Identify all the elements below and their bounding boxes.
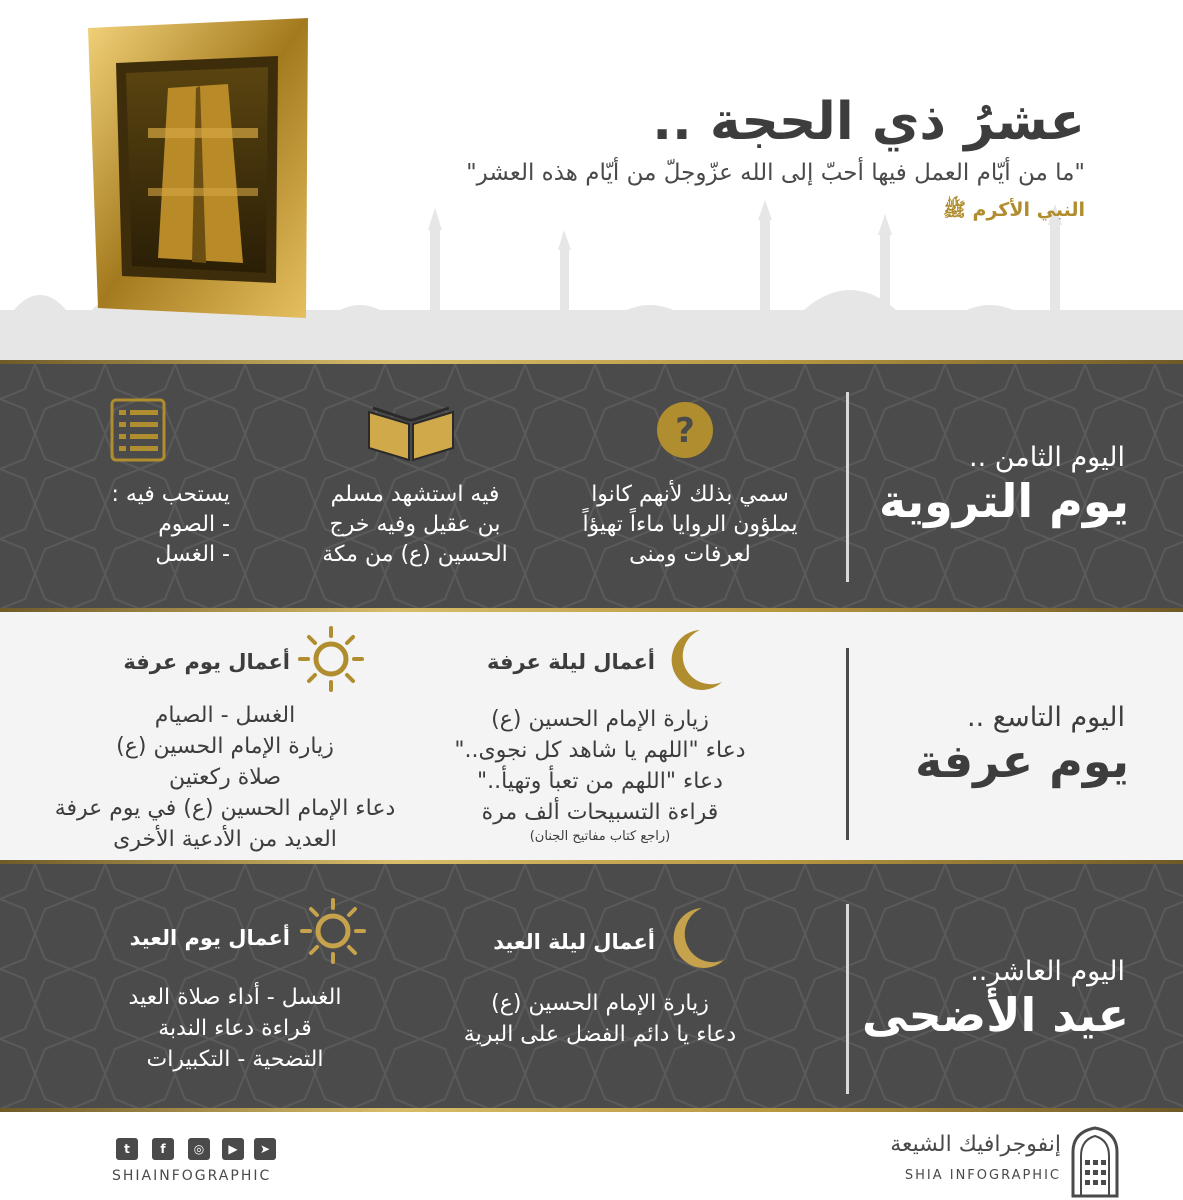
footer	[0, 1118, 1183, 1200]
reference-note: (راجع كتاب مفاتيح الجنان)	[529, 829, 671, 844]
night-of-eid-title: أعمال ليلة العيد	[493, 930, 655, 954]
book-icon	[365, 402, 457, 464]
day-of-eid-title: أعمال يوم العيد	[129, 926, 290, 950]
telegram-icon[interactable]: ➤	[254, 1138, 276, 1160]
header	[0, 0, 1183, 360]
day-eight-events-text: فيه استشهد مسلم بن عقيل وفيه خرج الحسين (ع) من مكة	[322, 482, 508, 567]
instagram-icon[interactable]: ◎	[188, 1138, 210, 1160]
night-of-arafah-list: زيارة الإمام الحسين (ع) دعاء "اللهم يا شاهد كل نجوى.." دعاء "اللهم من تعبأ وتهيأ.." قراءة التسبيحات ألف مرة (راجع كتاب مفاتيح الجنان)	[400, 704, 800, 846]
crescent-moon-icon	[666, 906, 726, 970]
gold-divider-line	[0, 1108, 1183, 1112]
crescent-moon-icon	[664, 628, 724, 692]
brand-name-english: SHIA INFOGRAPHIC	[904, 1168, 1061, 1183]
day-of-eid-list: الغسل - أداء صلاة العيد قراءة دعاء الندبة التضحية - التكبيرات	[128, 985, 342, 1072]
list-icon	[110, 398, 166, 462]
day-eight-reason-text: سمي بذلك لأنهم كانوا يملؤون الروايا ماءاً تهيؤاً لعرفات ومنى	[582, 482, 798, 567]
mosque-window-logo-icon	[1069, 1126, 1121, 1198]
sun-icon	[300, 898, 366, 964]
day-eight-name: يوم التروية	[878, 474, 1129, 528]
day-ten-name: عيد الأضحى	[862, 988, 1129, 1042]
panel-day-ten	[0, 864, 1183, 1108]
question-icon	[655, 400, 715, 460]
panel-day-nine	[0, 612, 1183, 860]
twitter-icon[interactable]: t	[116, 1138, 138, 1160]
day-eight-recommended-text: يستحب فيه : - الصوم - الغسل	[111, 482, 230, 567]
page-title: عشرُ ذي الحجة ..	[652, 92, 1085, 152]
brand-name-arabic: إنفوجرافيك الشيعة	[890, 1132, 1061, 1157]
day-nine-label: اليوم التاسع ..	[967, 702, 1125, 733]
hadith-quote: "ما من أيّام العمل فيها أحبّ إلى الله عزّوجلّ من أيّام هذه العشر"	[466, 160, 1085, 186]
day-of-arafah-list: الغسل - الصيام زيارة الإمام الحسين (ع) صلاة ركعتين دعاء الإمام الحسين (ع) في يوم عرفة العديد من الأدعية الأخرى	[54, 703, 396, 852]
social-handle: SHIAINFOGRAPHIC	[112, 1168, 272, 1184]
day-eight-label: اليوم الثامن ..	[969, 442, 1125, 473]
night-of-arafah-title: أعمال ليلة عرفة	[486, 650, 655, 674]
day-ten-label: اليوم العاشر..	[970, 956, 1125, 987]
day-of-arafah-title: أعمال يوم عرفة	[123, 650, 290, 674]
sun-icon	[298, 626, 364, 692]
svg-text:?: ?	[675, 411, 695, 451]
facebook-icon[interactable]: f	[152, 1138, 174, 1160]
quote-source: النبي الأكرم ﷺ	[942, 199, 1085, 221]
panel-day-eight	[0, 364, 1183, 608]
day-nine-name: يوم عرفة	[915, 734, 1129, 788]
night-of-eid-list: زيارة الإمام الحسين (ع) دعاء يا دائم الفضل على البرية	[463, 991, 737, 1047]
youtube-icon[interactable]: ▶	[222, 1138, 244, 1160]
